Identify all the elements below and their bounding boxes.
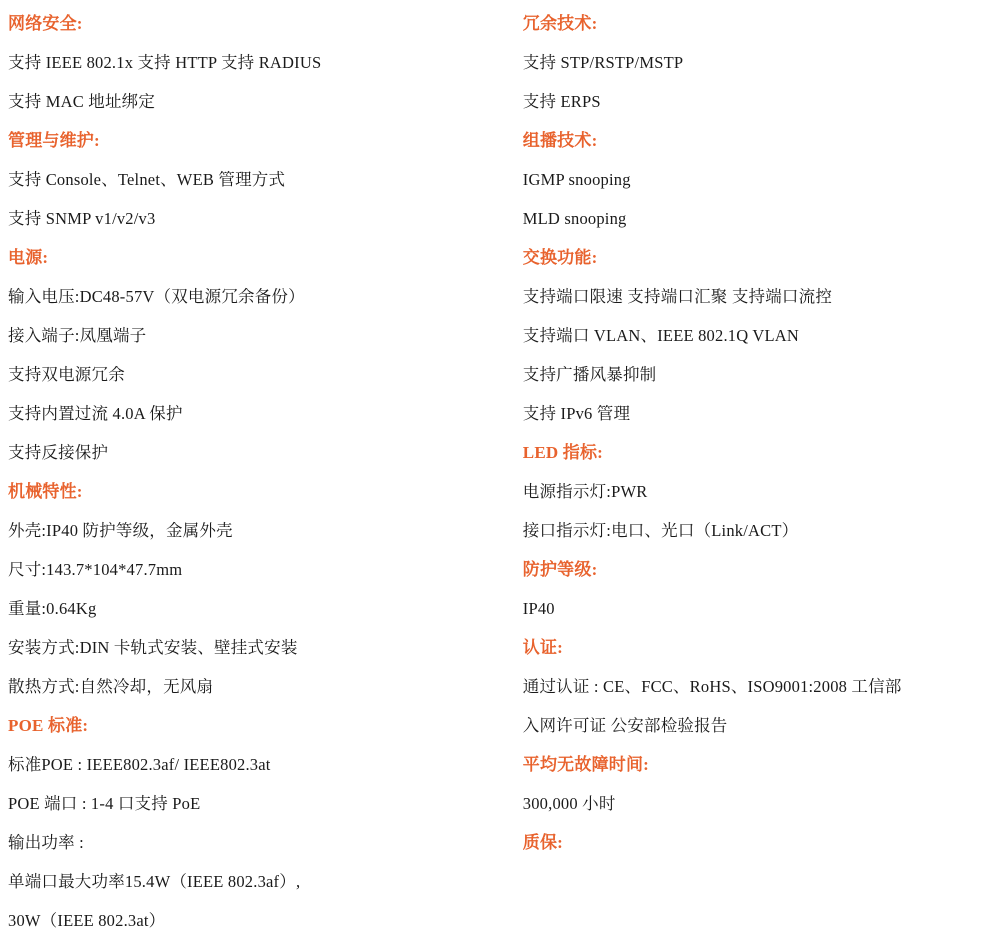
- two-column-layout: [8, 4, 979, 940]
- spec-line: 支持广播风暴抑制: [522, 365, 657, 384]
- section-heading: 网络安全:: [8, 14, 83, 33]
- spec-line: 支持反接保护: [8, 443, 109, 462]
- spec-line: 支持 SNMP v1/v2/v3: [8, 209, 156, 228]
- section-protection-level: [523, 550, 979, 628]
- section-heading: 认证:: [522, 638, 564, 657]
- spec-line: 支持端口限速 支持端口汇聚 支持端口流控: [522, 287, 833, 306]
- spec-line: 支持内置过流 4.0A 保护: [8, 404, 183, 423]
- section-heading: 机械特性:: [8, 482, 83, 501]
- spec-line: 支持双电源冗余: [8, 365, 125, 384]
- right-column: [523, 4, 979, 862]
- section-warranty: [523, 823, 979, 862]
- spec-line: 入网许可证 公安部检验报告: [522, 716, 728, 735]
- section-heading: 冗余技术:: [522, 14, 598, 33]
- spec-line: [8, 784, 517, 823]
- spec-line: 接口指示灯:电口、光口（Link/ACT）: [522, 521, 799, 540]
- spec-line: 300,000 小时: [522, 794, 616, 813]
- spec-line: 接入端子:凤凰端子: [8, 326, 147, 345]
- spec-line: 支持 MAC 地址绑定: [8, 92, 156, 111]
- spec-line: 支持端口 VLAN、IEEE 802.1Q VLAN: [522, 326, 799, 345]
- spec-line: 输入电压:DC48-57V（双电源冗余备份）: [8, 287, 305, 306]
- section-heading: 平均无故障时间:: [522, 755, 650, 774]
- section-redundancy: [523, 4, 979, 121]
- spec-line: 单端口最大功率15.4W（IEEE 802.3af）,: [8, 872, 301, 891]
- section-mtbf: [523, 745, 979, 823]
- section-heading: 管理与维护:: [8, 131, 100, 150]
- spec-line: 30W（IEEE 802.3at）: [8, 911, 166, 930]
- spec-line: 支持 Console、Telnet、WEB 管理方式: [8, 170, 286, 189]
- section-heading: POE 标准:: [8, 716, 89, 735]
- section-switching: [523, 238, 979, 433]
- spec-line: 电源指示灯:PWR: [522, 482, 648, 501]
- spec-line: 支持 ERPS: [522, 92, 601, 111]
- spec-line: 外壳:IP40 防护等级，金属外壳: [8, 521, 233, 540]
- spec-line: IGMP snooping: [522, 170, 631, 189]
- section-heading: 交换功能:: [522, 248, 598, 267]
- section-heading: 组播技术:: [522, 131, 598, 150]
- section-multicast: [523, 121, 979, 238]
- section-poe-standard: [8, 706, 517, 940]
- spec-line: 散热方式:自然冷却，无风扇: [8, 677, 214, 696]
- spec-line: 支持 IPv6 管理: [522, 404, 631, 423]
- left-column: [8, 4, 523, 940]
- spec-line: IP40: [522, 599, 555, 618]
- spec-line: 输出功率 :: [8, 833, 84, 852]
- spec-line-text: POE 端口 : 1-4 口支持 PoE: [8, 794, 201, 813]
- section-management-maintenance: [8, 121, 517, 238]
- section-network-security: [8, 4, 517, 121]
- spec-line: 支持 STP/RSTP/MSTP: [522, 53, 684, 72]
- section-heading: 防护等级:: [522, 560, 598, 579]
- section-mechanical: [8, 472, 517, 706]
- section-heading: LED 指标:: [522, 443, 604, 462]
- spec-line: 重量:0.64Kg: [8, 599, 97, 618]
- spec-line: 标准POE : IEEE802.3af/ IEEE802.3at: [8, 755, 271, 774]
- section-certification: [523, 628, 979, 745]
- spec-line: 通过认证 : CE、FCC、RoHS、ISO9001:2008 工信部: [522, 677, 902, 696]
- section-led-indicators: [523, 433, 979, 550]
- spec-line: 尺寸:143.7*104*47.7mm: [8, 560, 183, 579]
- spec-line: MLD snooping: [522, 209, 627, 228]
- spec-line: 支持 IEEE 802.1x 支持 HTTP 支持 RADIUS: [8, 53, 322, 72]
- section-heading: 质保:: [522, 833, 564, 852]
- spec-line: 安装方式:DIN 卡轨式安装、壁挂式安装: [8, 638, 298, 657]
- section-heading: 电源:: [8, 248, 49, 267]
- section-power: [8, 238, 517, 472]
